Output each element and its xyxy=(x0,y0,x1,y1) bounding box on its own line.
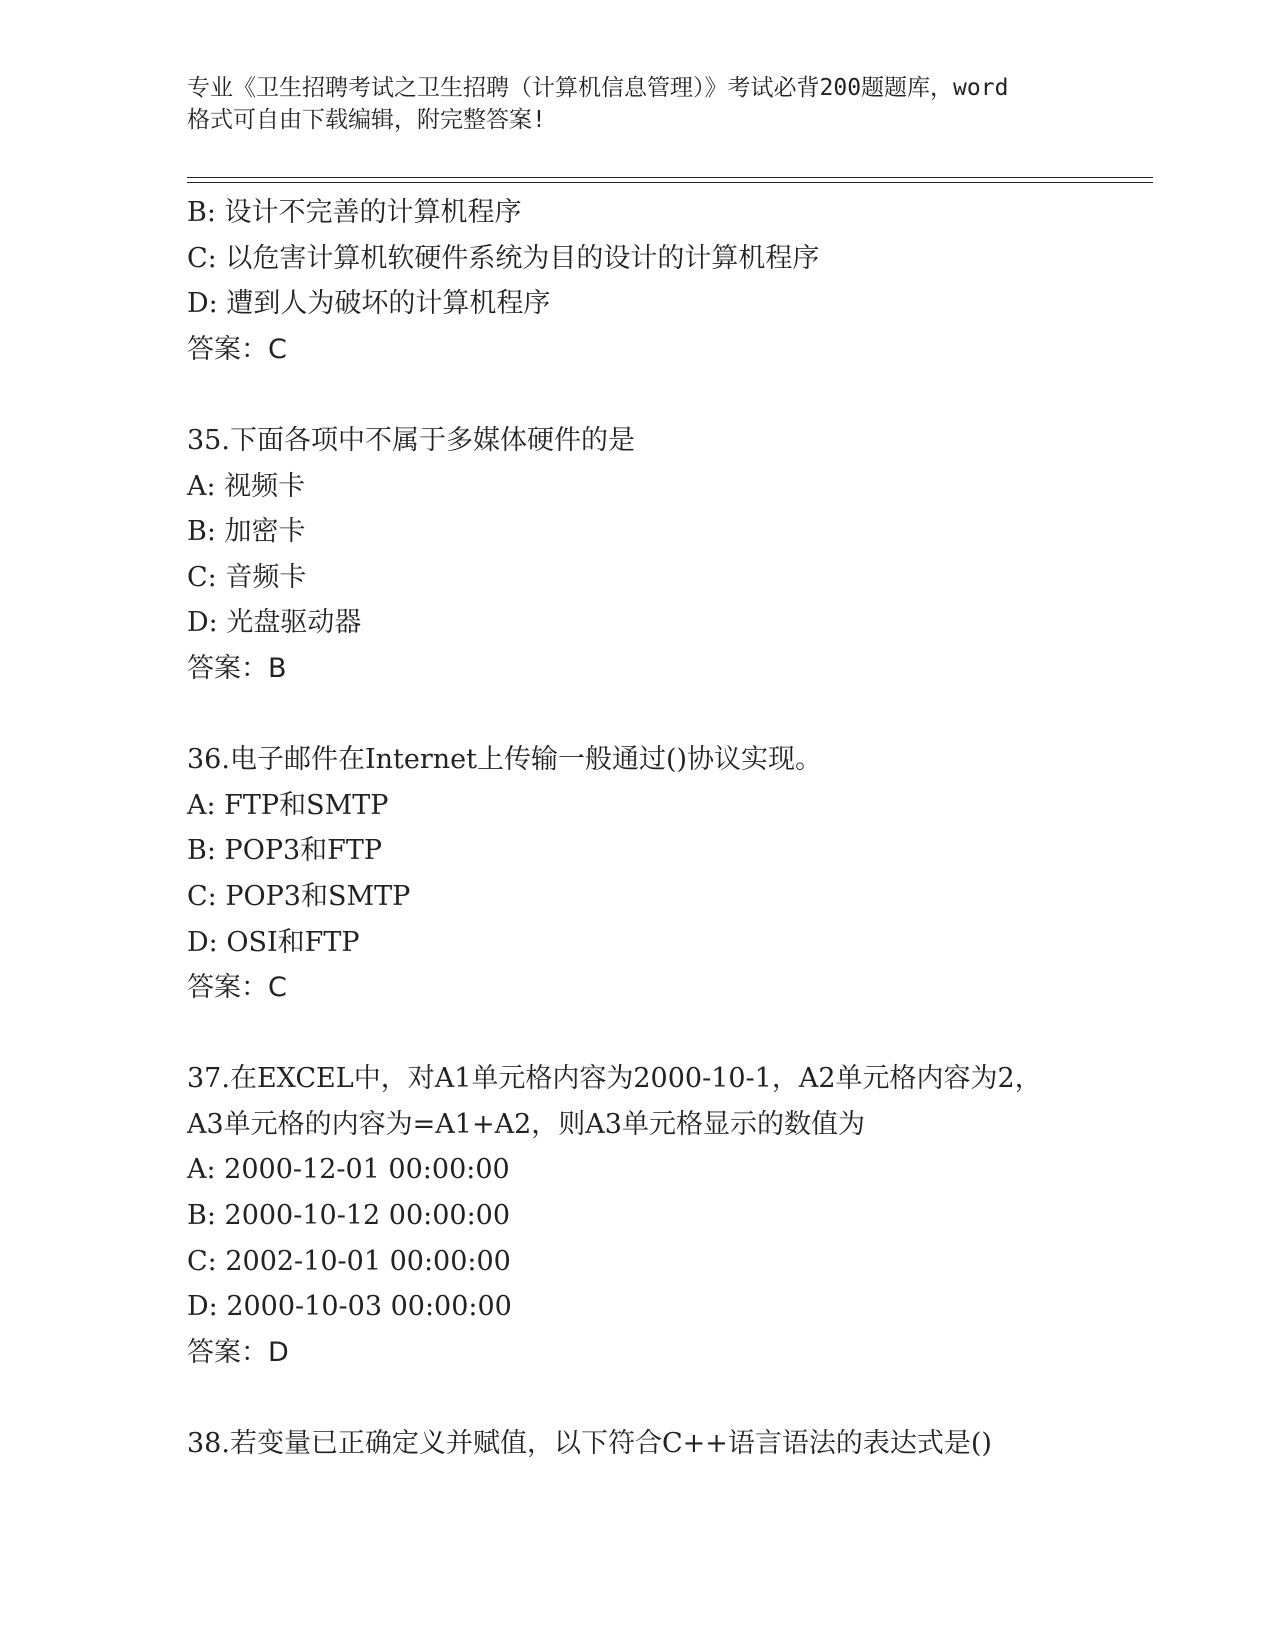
q35-option-d: D: 光盘驱动器 xyxy=(187,607,362,639)
spacer xyxy=(187,1375,1153,1421)
q36-option-c: C: POP3和SMTP xyxy=(187,880,411,912)
q34-answer: 答案：C xyxy=(187,333,287,365)
q37-option-c: C: 2002-10-01 00:00:00 xyxy=(187,1245,511,1277)
question-36-block xyxy=(187,737,1153,1011)
question-34-block xyxy=(187,190,1153,372)
header-divider-bottom xyxy=(187,182,1153,183)
q37-question-line-1: 37.在EXCEL中，对A1单元格内容为2000-10-1，A2单元格内容为2， xyxy=(187,1063,1042,1095)
document-body xyxy=(187,190,1153,1467)
q36-option-a: A: FTP和SMTP xyxy=(187,789,389,821)
q37-option-d: D: 2000-10-03 00:00:00 xyxy=(187,1291,512,1323)
q37-option-b: B: 2000-10-12 00:00:00 xyxy=(187,1200,511,1232)
header-line-1: 专业《卫生招聘考试之卫生招聘（计算机信息管理）》考试必背200题题库，word xyxy=(187,75,1009,101)
q36-answer: 答案：C xyxy=(187,972,287,1004)
q34-option-d: D: 遭到人为破坏的计算机程序 xyxy=(187,288,551,320)
q37-option-a: A: 2000-12-01 00:00:00 xyxy=(187,1154,510,1186)
q35-option-b: B: 加密卡 xyxy=(187,516,306,548)
spacer xyxy=(187,1011,1153,1057)
document-header xyxy=(187,72,1087,136)
q35-option-c: C: 音频卡 xyxy=(187,561,307,593)
question-37-block xyxy=(187,1056,1153,1375)
q38-question: 38.若变量已正确定义并赋值，以下符合C++语言语法的表达式是() xyxy=(187,1428,992,1460)
q37-answer: 答案：D xyxy=(187,1336,289,1368)
question-35-block xyxy=(187,418,1153,692)
question-38-block xyxy=(187,1421,1153,1467)
q35-question: 35.下面各项中不属于多媒体硬件的是 xyxy=(187,424,635,456)
header-divider-top xyxy=(187,177,1153,178)
q34-option-b: B: 设计不完善的计算机程序 xyxy=(187,197,522,228)
q35-answer: 答案：B xyxy=(187,652,287,684)
q34-option-c: C: 以危害计算机软硬件系统为目的设计的计算机程序 xyxy=(187,242,820,274)
spacer xyxy=(187,372,1153,418)
header-line-2: 格式可自由下载编辑，附完整答案! xyxy=(187,107,546,133)
q36-question: 36.电子邮件在Internet上传输一般通过()协议实现。 xyxy=(187,744,823,776)
spacer xyxy=(187,692,1153,738)
q35-option-a: A: 视频卡 xyxy=(187,470,306,502)
q36-option-d: D: OSI和FTP xyxy=(187,926,360,958)
q36-option-b: B: POP3和FTP xyxy=(187,835,383,867)
q37-question-line-2: A3单元格的内容为=A1+A2，则A3单元格显示的数值为 xyxy=(187,1108,865,1140)
